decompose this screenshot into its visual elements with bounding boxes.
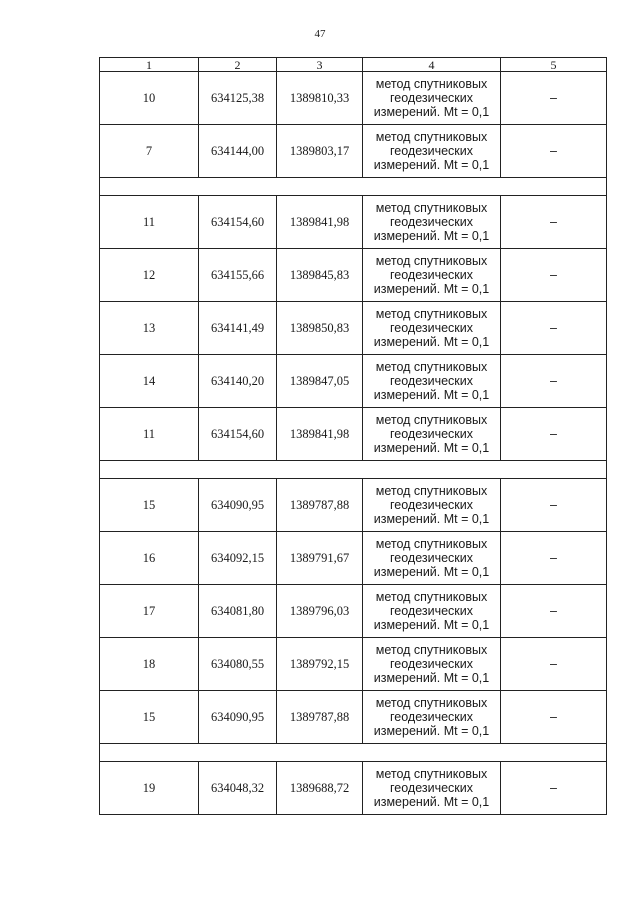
method-line: измерений. Mt = 0,1 <box>373 565 490 579</box>
note-cell: – <box>501 72 607 125</box>
point-number-cell: 19 <box>100 762 199 815</box>
point-number-cell: 10 <box>100 72 199 125</box>
x-coordinate-cell: 634081,80 <box>199 585 277 638</box>
separator-cell <box>100 461 607 479</box>
note-cell: – <box>501 479 607 532</box>
point-number-cell: 15 <box>100 479 199 532</box>
method-cell <box>363 196 501 249</box>
method-line: геодезических <box>389 657 473 671</box>
method-line: геодезических <box>389 427 473 441</box>
method-line: метод спутниковых <box>375 590 488 604</box>
method-line: геодезических <box>389 91 473 105</box>
column-header: 5 <box>501 58 607 72</box>
method-line: метод спутниковых <box>375 767 488 781</box>
table-header-row <box>100 58 607 72</box>
method-cell <box>363 302 501 355</box>
method-line: измерений. Mt = 0,1 <box>373 441 490 455</box>
table-row <box>100 125 607 178</box>
table-row <box>100 479 607 532</box>
point-number-cell: 13 <box>100 302 199 355</box>
method-cell <box>363 72 501 125</box>
method-line: метод спутниковых <box>375 201 488 215</box>
point-number-cell: 7 <box>100 125 199 178</box>
method-line: метод спутниковых <box>375 77 488 91</box>
method-line: измерений. Mt = 0,1 <box>373 105 490 119</box>
note-cell: – <box>501 196 607 249</box>
separator-row <box>100 178 607 196</box>
method-line: геодезических <box>389 215 473 229</box>
separator-cell <box>100 744 607 762</box>
method-line: измерений. Mt = 0,1 <box>373 158 490 172</box>
method-line: геодезических <box>389 374 473 388</box>
x-coordinate-cell: 634154,60 <box>199 196 277 249</box>
method-cell <box>363 585 501 638</box>
point-number-cell: 18 <box>100 638 199 691</box>
page-number: 47 <box>314 28 326 40</box>
method-line: геодезических <box>389 604 473 618</box>
table-row <box>100 691 607 744</box>
method-line: геодезических <box>389 498 473 512</box>
method-cell <box>363 125 501 178</box>
point-number-cell: 16 <box>100 532 199 585</box>
y-coordinate-cell: 1389787,88 <box>277 691 363 744</box>
y-coordinate-cell: 1389796,03 <box>277 585 363 638</box>
x-coordinate-cell: 634141,49 <box>199 302 277 355</box>
x-coordinate-cell: 634048,32 <box>199 762 277 815</box>
x-coordinate-cell: 634125,38 <box>199 72 277 125</box>
method-line: геодезических <box>389 781 473 795</box>
point-number-cell: 11 <box>100 408 199 461</box>
table-row <box>100 355 607 408</box>
method-line: метод спутниковых <box>375 254 488 268</box>
y-coordinate-cell: 1389792,15 <box>277 638 363 691</box>
method-line: метод спутниковых <box>375 696 488 710</box>
table-body <box>100 72 607 815</box>
method-line: метод спутниковых <box>375 643 488 657</box>
column-header: 3 <box>277 58 363 72</box>
method-line: измерений. Mt = 0,1 <box>373 229 490 243</box>
separator-row <box>100 461 607 479</box>
method-line: метод спутниковых <box>375 484 488 498</box>
method-line: метод спутниковых <box>375 537 488 551</box>
method-line: измерений. Mt = 0,1 <box>373 724 490 738</box>
method-cell <box>363 249 501 302</box>
separator-cell <box>100 178 607 196</box>
note-cell: – <box>501 302 607 355</box>
x-coordinate-cell: 634155,66 <box>199 249 277 302</box>
method-cell <box>363 355 501 408</box>
table-row <box>100 638 607 691</box>
table-row <box>100 408 607 461</box>
point-number-cell: 15 <box>100 691 199 744</box>
method-line: измерений. Mt = 0,1 <box>373 618 490 632</box>
point-number-cell: 17 <box>100 585 199 638</box>
method-cell <box>363 479 501 532</box>
point-number-cell: 12 <box>100 249 199 302</box>
y-coordinate-cell: 1389841,98 <box>277 196 363 249</box>
x-coordinate-cell: 634140,20 <box>199 355 277 408</box>
table-row <box>100 72 607 125</box>
y-coordinate-cell: 1389841,98 <box>277 408 363 461</box>
y-coordinate-cell: 1389810,33 <box>277 72 363 125</box>
method-line: геодезических <box>389 144 473 158</box>
note-cell: – <box>501 585 607 638</box>
table-row <box>100 249 607 302</box>
y-coordinate-cell: 1389791,67 <box>277 532 363 585</box>
method-cell <box>363 638 501 691</box>
table-row <box>100 762 607 815</box>
note-cell: – <box>501 355 607 408</box>
method-line: измерений. Mt = 0,1 <box>373 388 490 402</box>
y-coordinate-cell: 1389787,88 <box>277 479 363 532</box>
method-line: метод спутниковых <box>375 130 488 144</box>
method-line: геодезических <box>389 710 473 724</box>
y-coordinate-cell: 1389850,83 <box>277 302 363 355</box>
method-line: измерений. Mt = 0,1 <box>373 795 490 809</box>
method-line: измерений. Mt = 0,1 <box>373 512 490 526</box>
note-cell: – <box>501 249 607 302</box>
method-cell <box>363 408 501 461</box>
method-line: метод спутниковых <box>375 360 488 374</box>
y-coordinate-cell: 1389803,17 <box>277 125 363 178</box>
method-line: геодезических <box>389 268 473 282</box>
note-cell: – <box>501 408 607 461</box>
column-header: 2 <box>199 58 277 72</box>
method-line: метод спутниковых <box>375 413 488 427</box>
table-row <box>100 532 607 585</box>
x-coordinate-cell: 634090,95 <box>199 479 277 532</box>
method-cell <box>363 762 501 815</box>
point-number-cell: 14 <box>100 355 199 408</box>
method-cell <box>363 532 501 585</box>
method-line: измерений. Mt = 0,1 <box>373 671 490 685</box>
separator-row <box>100 744 607 762</box>
table-row <box>100 585 607 638</box>
table-row <box>100 196 607 249</box>
column-header: 4 <box>363 58 501 72</box>
y-coordinate-cell: 1389845,83 <box>277 249 363 302</box>
note-cell: – <box>501 638 607 691</box>
y-coordinate-cell: 1389847,05 <box>277 355 363 408</box>
coordinates-table <box>99 57 607 815</box>
note-cell: – <box>501 762 607 815</box>
method-line: геодезических <box>389 551 473 565</box>
point-number-cell: 11 <box>100 196 199 249</box>
method-line: измерений. Mt = 0,1 <box>373 282 490 296</box>
table-row <box>100 302 607 355</box>
note-cell: – <box>501 125 607 178</box>
note-cell: – <box>501 532 607 585</box>
column-header: 1 <box>100 58 199 72</box>
method-line: метод спутниковых <box>375 307 488 321</box>
x-coordinate-cell: 634080,55 <box>199 638 277 691</box>
note-cell: – <box>501 691 607 744</box>
x-coordinate-cell: 634144,00 <box>199 125 277 178</box>
x-coordinate-cell: 634154,60 <box>199 408 277 461</box>
method-line: геодезических <box>389 321 473 335</box>
method-cell <box>363 691 501 744</box>
y-coordinate-cell: 1389688,72 <box>277 762 363 815</box>
x-coordinate-cell: 634092,15 <box>199 532 277 585</box>
x-coordinate-cell: 634090,95 <box>199 691 277 744</box>
method-line: измерений. Mt = 0,1 <box>373 335 490 349</box>
